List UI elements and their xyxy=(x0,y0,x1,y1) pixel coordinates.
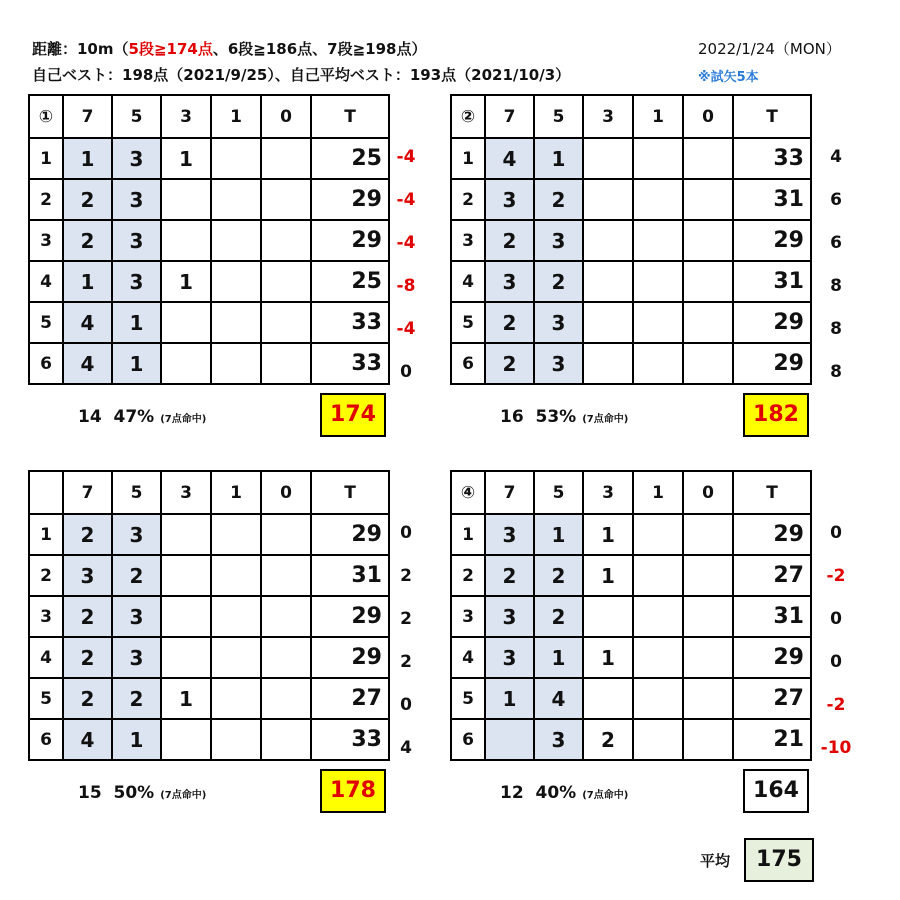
end-total: 25 xyxy=(311,261,389,302)
count-cell-c0 xyxy=(261,719,311,760)
count-cell-c3 xyxy=(161,343,211,384)
end-total: 29 xyxy=(733,637,811,678)
count-cell-c5: 2 xyxy=(534,555,583,596)
round-label: ② xyxy=(451,95,485,138)
end-number: 2 xyxy=(29,555,63,596)
table-row xyxy=(451,343,811,384)
count-cell-c1 xyxy=(211,220,261,261)
table-row xyxy=(451,637,811,678)
column-header: 3 xyxy=(583,471,633,514)
column-header: 5 xyxy=(112,95,161,138)
count-cell-c1 xyxy=(211,261,261,302)
end-total: 33 xyxy=(311,343,389,384)
table-row xyxy=(29,220,389,261)
column-header: 7 xyxy=(63,471,112,514)
count-cell-c1 xyxy=(633,514,683,555)
round-table-4 xyxy=(450,470,812,761)
end-number: 1 xyxy=(29,138,63,179)
end-difference: 0 xyxy=(400,523,412,543)
table-row xyxy=(451,261,811,302)
table-row xyxy=(29,678,389,719)
count-cell-c5: 1 xyxy=(112,302,161,343)
rate-note: (7点命中) xyxy=(582,414,629,425)
end-total: 27 xyxy=(733,678,811,719)
round-summary xyxy=(78,783,206,803)
count-cell-c0 xyxy=(683,637,733,678)
count-cell-c0 xyxy=(683,514,733,555)
rate-note: (7点命中) xyxy=(160,414,207,425)
count-cell-c5: 3 xyxy=(534,719,583,760)
end-total: 29 xyxy=(311,514,389,555)
count-cell-c7: 2 xyxy=(63,596,112,637)
table-row xyxy=(29,302,389,343)
table-row xyxy=(29,637,389,678)
round-label: ① xyxy=(29,95,63,138)
round-total: 182 xyxy=(743,393,809,437)
column-header: 1 xyxy=(211,471,261,514)
column-header: 3 xyxy=(161,471,211,514)
end-difference: -4 xyxy=(396,319,416,339)
end-total: 31 xyxy=(311,555,389,596)
count-cell-c3 xyxy=(583,678,633,719)
end-number: 4 xyxy=(29,261,63,302)
end-difference: 0 xyxy=(400,695,412,715)
count-cell-c7: 2 xyxy=(63,637,112,678)
count-cell-c7: 4 xyxy=(485,138,534,179)
round-label xyxy=(29,471,63,514)
count-cell-c3: 1 xyxy=(583,637,633,678)
count-cell-c1 xyxy=(633,138,683,179)
spacer xyxy=(524,783,536,803)
count-cell-c5: 3 xyxy=(112,596,161,637)
end-total: 31 xyxy=(733,179,811,220)
count-cell-c5: 1 xyxy=(112,719,161,760)
column-header: 7 xyxy=(63,95,112,138)
count-cell-c1 xyxy=(211,514,261,555)
count-cell-c5: 2 xyxy=(112,678,161,719)
end-difference: 6 xyxy=(830,233,842,253)
end-difference: -4 xyxy=(396,233,416,253)
count-cell-c0 xyxy=(683,343,733,384)
round-total: 174 xyxy=(320,393,386,437)
end-number: 5 xyxy=(451,678,485,719)
count-cell-c3: 1 xyxy=(161,261,211,302)
count-cell-c0 xyxy=(683,220,733,261)
round-table-3 xyxy=(28,470,390,761)
end-total: 29 xyxy=(311,179,389,220)
table-row xyxy=(29,343,389,384)
round-total: 178 xyxy=(320,769,386,813)
end-number: 6 xyxy=(29,343,63,384)
table-row xyxy=(451,596,811,637)
count-cell-c3 xyxy=(161,637,211,678)
count-cell-c3 xyxy=(161,596,211,637)
end-total: 29 xyxy=(311,596,389,637)
table-row xyxy=(451,719,811,760)
count-cell-c1 xyxy=(633,555,683,596)
end-number: 2 xyxy=(451,555,485,596)
table-header-row xyxy=(451,95,811,138)
end-total: 21 xyxy=(733,719,811,760)
count-cell-c1 xyxy=(211,302,261,343)
count-cell-c5: 1 xyxy=(534,637,583,678)
count-cell-c3: 1 xyxy=(583,514,633,555)
seven-point-hits: 16 xyxy=(500,407,524,427)
count-cell-c5: 3 xyxy=(534,220,583,261)
count-cell-c5: 1 xyxy=(534,514,583,555)
count-cell-c1 xyxy=(633,302,683,343)
count-cell-c5: 3 xyxy=(112,220,161,261)
end-difference: -2 xyxy=(826,695,846,715)
column-header: T xyxy=(311,471,389,514)
count-cell-c3 xyxy=(583,596,633,637)
seven-point-rate: 53% xyxy=(535,407,577,427)
end-number: 1 xyxy=(451,138,485,179)
table-row xyxy=(29,719,389,760)
count-cell-c0 xyxy=(261,343,311,384)
count-cell-c7: 1 xyxy=(63,261,112,302)
count-cell-c1 xyxy=(211,719,261,760)
count-cell-c5: 3 xyxy=(112,179,161,220)
end-number: 6 xyxy=(451,343,485,384)
seven-point-hits: 12 xyxy=(500,783,524,803)
count-cell-c1 xyxy=(633,343,683,384)
count-cell-c5: 3 xyxy=(534,343,583,384)
count-cell-c1 xyxy=(633,261,683,302)
end-number: 4 xyxy=(29,637,63,678)
end-total: 29 xyxy=(733,302,811,343)
count-cell-c3: 1 xyxy=(161,678,211,719)
end-difference: 8 xyxy=(830,276,842,296)
end-difference: -10 xyxy=(820,738,852,758)
count-cell-c3 xyxy=(583,261,633,302)
count-cell-c7: 1 xyxy=(63,138,112,179)
count-cell-c1 xyxy=(633,179,683,220)
count-cell-c5: 2 xyxy=(534,261,583,302)
count-cell-c3 xyxy=(583,343,633,384)
end-difference: 0 xyxy=(830,523,842,543)
table-row xyxy=(451,555,811,596)
seven-point-hits: 15 xyxy=(78,783,102,803)
column-header: 1 xyxy=(633,95,683,138)
count-cell-c1 xyxy=(211,555,261,596)
count-cell-c3 xyxy=(161,302,211,343)
column-header: 0 xyxy=(683,471,733,514)
end-number: 1 xyxy=(451,514,485,555)
end-number: 2 xyxy=(451,179,485,220)
column-header: 7 xyxy=(485,471,534,514)
column-header: 3 xyxy=(161,95,211,138)
count-cell-c0 xyxy=(683,719,733,760)
count-cell-c1 xyxy=(633,637,683,678)
count-cell-c7: 3 xyxy=(63,555,112,596)
count-cell-c3 xyxy=(161,179,211,220)
end-number: 4 xyxy=(451,261,485,302)
end-difference: 0 xyxy=(830,609,842,629)
count-cell-c7: 2 xyxy=(63,678,112,719)
end-total: 29 xyxy=(311,637,389,678)
header-line-1 xyxy=(32,38,426,59)
count-cell-c0 xyxy=(683,678,733,719)
table-row xyxy=(29,138,389,179)
average-score: 175 xyxy=(744,838,814,882)
count-cell-c3 xyxy=(583,220,633,261)
count-cell-c0 xyxy=(683,138,733,179)
count-cell-c7: 3 xyxy=(485,514,534,555)
seven-point-rate: 47% xyxy=(113,407,155,427)
table-row xyxy=(29,596,389,637)
end-number: 5 xyxy=(29,302,63,343)
count-cell-c3 xyxy=(161,719,211,760)
end-difference: -4 xyxy=(396,190,416,210)
count-cell-c0 xyxy=(261,596,311,637)
count-cell-c7: 3 xyxy=(485,596,534,637)
count-cell-c0 xyxy=(261,302,311,343)
count-cell-c7: 2 xyxy=(63,514,112,555)
trial-arrows-note: ※試矢5本 xyxy=(698,70,759,85)
column-header: 0 xyxy=(261,471,311,514)
end-difference: -8 xyxy=(396,276,416,296)
count-cell-c0 xyxy=(261,179,311,220)
table-header-row xyxy=(451,471,811,514)
seven-point-rate: 40% xyxy=(535,783,577,803)
end-total: 29 xyxy=(733,514,811,555)
end-number: 5 xyxy=(29,678,63,719)
table-row xyxy=(29,555,389,596)
count-cell-c1 xyxy=(211,343,261,384)
count-cell-c7: 2 xyxy=(485,343,534,384)
end-difference: 0 xyxy=(400,362,412,382)
end-total: 29 xyxy=(311,220,389,261)
end-total: 33 xyxy=(311,719,389,760)
column-header: 0 xyxy=(261,95,311,138)
round-table-1 xyxy=(28,94,390,385)
count-cell-c5: 2 xyxy=(534,179,583,220)
table-row xyxy=(451,678,811,719)
end-number: 3 xyxy=(451,220,485,261)
table-row xyxy=(29,514,389,555)
count-cell-c5: 3 xyxy=(112,637,161,678)
count-cell-c0 xyxy=(261,555,311,596)
count-cell-c5: 1 xyxy=(112,343,161,384)
end-number: 3 xyxy=(29,596,63,637)
end-total: 31 xyxy=(733,596,811,637)
round-summary xyxy=(78,407,206,427)
round-table-2 xyxy=(450,94,812,385)
count-cell-c3: 1 xyxy=(583,555,633,596)
count-cell-c0 xyxy=(261,514,311,555)
end-total: 33 xyxy=(733,138,811,179)
count-cell-c7: 2 xyxy=(485,220,534,261)
count-cell-c7 xyxy=(485,719,534,760)
rate-note: (7点命中) xyxy=(582,790,629,801)
rate-note: (7点命中) xyxy=(160,790,207,801)
column-header: 1 xyxy=(633,471,683,514)
count-cell-c0 xyxy=(261,678,311,719)
count-cell-c7: 3 xyxy=(485,179,534,220)
table-row xyxy=(451,220,811,261)
column-header: 7 xyxy=(485,95,534,138)
count-cell-c5: 2 xyxy=(112,555,161,596)
end-difference: 8 xyxy=(830,362,842,382)
header-line-2: 自己ベスト：198点（2021/9/25）、自己平均ベスト：193点（2021/10/3） xyxy=(32,66,571,84)
end-number: 1 xyxy=(29,514,63,555)
count-cell-c7: 3 xyxy=(485,637,534,678)
count-cell-c5: 4 xyxy=(534,678,583,719)
count-cell-c5: 3 xyxy=(112,514,161,555)
column-header: 3 xyxy=(583,95,633,138)
table-row xyxy=(451,302,811,343)
count-cell-c3 xyxy=(161,514,211,555)
end-total: 25 xyxy=(311,138,389,179)
count-cell-c0 xyxy=(261,138,311,179)
column-header: 0 xyxy=(683,95,733,138)
end-difference: 2 xyxy=(400,609,412,629)
end-difference: 2 xyxy=(400,566,412,586)
column-header: 1 xyxy=(211,95,261,138)
end-total: 27 xyxy=(733,555,811,596)
end-total: 29 xyxy=(733,220,811,261)
seven-point-hits: 14 xyxy=(78,407,102,427)
spacer xyxy=(524,407,536,427)
end-number: 4 xyxy=(451,637,485,678)
count-cell-c1 xyxy=(633,220,683,261)
column-header: T xyxy=(311,95,389,138)
column-header: 5 xyxy=(112,471,161,514)
average-label: 平均 xyxy=(700,852,731,870)
count-cell-c7: 4 xyxy=(63,343,112,384)
count-cell-c1 xyxy=(211,179,261,220)
count-cell-c7: 2 xyxy=(63,220,112,261)
end-number: 3 xyxy=(451,596,485,637)
end-number: 6 xyxy=(451,719,485,760)
column-header: 5 xyxy=(534,471,583,514)
count-cell-c0 xyxy=(683,261,733,302)
count-cell-c0 xyxy=(683,302,733,343)
end-difference: -4 xyxy=(396,147,416,167)
table-header-row xyxy=(29,471,389,514)
table-row xyxy=(451,514,811,555)
count-cell-c0 xyxy=(683,596,733,637)
table-header-row xyxy=(29,95,389,138)
count-cell-c3 xyxy=(583,302,633,343)
count-cell-c1 xyxy=(633,678,683,719)
count-cell-c7: 3 xyxy=(485,261,534,302)
count-cell-c0 xyxy=(683,555,733,596)
count-cell-c3 xyxy=(583,138,633,179)
count-cell-c3 xyxy=(583,179,633,220)
column-header: T xyxy=(733,471,811,514)
end-total: 31 xyxy=(733,261,811,302)
table-row xyxy=(29,179,389,220)
table-row xyxy=(451,138,811,179)
count-cell-c3 xyxy=(161,220,211,261)
table-row xyxy=(451,179,811,220)
count-cell-c1 xyxy=(211,637,261,678)
count-cell-c1 xyxy=(211,678,261,719)
end-difference: 4 xyxy=(400,738,412,758)
end-difference: 6 xyxy=(830,190,842,210)
count-cell-c7: 4 xyxy=(63,302,112,343)
seven-point-rate: 50% xyxy=(113,783,155,803)
count-cell-c1 xyxy=(633,596,683,637)
count-cell-c3: 1 xyxy=(161,138,211,179)
count-cell-c7: 2 xyxy=(63,179,112,220)
round-summary xyxy=(500,783,628,803)
count-cell-c1 xyxy=(211,138,261,179)
count-cell-c0 xyxy=(261,637,311,678)
round-summary xyxy=(500,407,628,427)
count-cell-c5: 3 xyxy=(112,138,161,179)
distance-label: 距離：10m（ xyxy=(32,40,129,58)
count-cell-c0 xyxy=(683,179,733,220)
column-header: T xyxy=(733,95,811,138)
end-difference: 2 xyxy=(400,652,412,672)
count-cell-c1 xyxy=(633,719,683,760)
end-number: 3 xyxy=(29,220,63,261)
count-cell-c1 xyxy=(211,596,261,637)
end-total: 29 xyxy=(733,343,811,384)
end-number: 5 xyxy=(451,302,485,343)
end-difference: -2 xyxy=(826,566,846,586)
count-cell-c7: 2 xyxy=(485,555,534,596)
end-number: 6 xyxy=(29,719,63,760)
spacer xyxy=(102,783,114,803)
end-number: 2 xyxy=(29,179,63,220)
date-label: 2022/1/24（MON） xyxy=(698,40,841,58)
count-cell-c5: 3 xyxy=(112,261,161,302)
dan-thresholds: 、6段≧186点、7段≧198点） xyxy=(212,40,427,58)
count-cell-c7: 1 xyxy=(485,678,534,719)
dan-5-threshold: 5段≧174点 xyxy=(128,40,213,58)
count-cell-c5: 3 xyxy=(534,302,583,343)
count-cell-c0 xyxy=(261,220,311,261)
end-difference: 8 xyxy=(830,319,842,339)
count-cell-c7: 4 xyxy=(63,719,112,760)
count-cell-c7: 2 xyxy=(485,302,534,343)
column-header: 5 xyxy=(534,95,583,138)
end-total: 27 xyxy=(311,678,389,719)
end-difference: 4 xyxy=(830,147,842,167)
count-cell-c0 xyxy=(261,261,311,302)
count-cell-c5: 1 xyxy=(534,138,583,179)
spacer xyxy=(102,407,114,427)
end-total: 33 xyxy=(311,302,389,343)
end-difference: 0 xyxy=(830,652,842,672)
round-total: 164 xyxy=(743,769,809,813)
count-cell-c5: 2 xyxy=(534,596,583,637)
round-label: ④ xyxy=(451,471,485,514)
table-row xyxy=(29,261,389,302)
count-cell-c3 xyxy=(161,555,211,596)
count-cell-c3: 2 xyxy=(583,719,633,760)
